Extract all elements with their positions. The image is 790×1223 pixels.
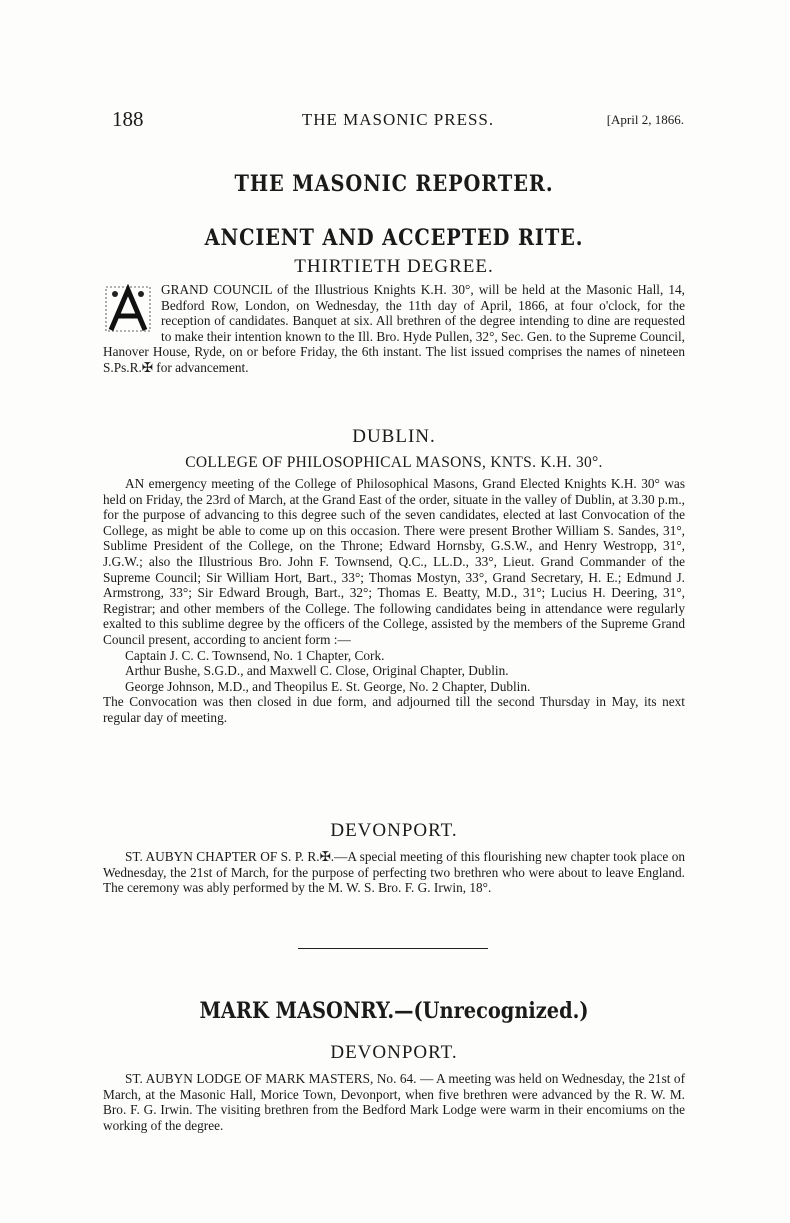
- grand-council-text: GRAND COUNCIL of the Illustrious Knights K.H. 30°, will be held at the Masonic Hall, 14, Bedford Row, London, on Wednesday, the 11th day of April, 1866, at four o'clock, for the reception of candidates. Banquet at six. All brethren of the degree intending to dine are requested to make their intention known to the Ill. Bro. Hyde Pullen, 32°, Sec. Gen. to the Supreme Council, Hanover House, Ryde, on or before Friday, the 6th instant. The list issued comprises the names of nineteen S.Ps.R.✠ for advancement.: [103, 282, 685, 375]
- ornamental-dropcap-icon: [103, 284, 153, 334]
- st-aubyn-chapter-text: ST. AUBYN CHAPTER OF S. P. R.✠.—A special meeting of this flourishing new chapter took place on Wednesday, the 21st of March, for the purpose of perfecting two brethren who were about to leave England. The ceremony was ably performed by the M. W. S. Bro. F. G. Irwin, 18°.: [103, 849, 685, 896]
- st-aubyn-lodge-text: ST. AUBYN LODGE OF MARK MASTERS, No. 64. — A meeting was held on Wednesday, the 21st of March, at the Masonic Hall, Morice Town, Devonport, when five brethren were advanced by the R. W. M. Bro. F. G. Irwin. The visiting brethren from the Bedford Mark Lodge were warm in their encomiums on the working of the degree.: [103, 1071, 685, 1133]
- page-number: 188: [112, 107, 144, 131]
- list-item: George Johnson, M.D., and Theopilus E. St. George, No. 2 Chapter, Dublin.: [125, 678, 531, 694]
- degree-heading: THIRTIETH DEGREE.: [294, 256, 494, 277]
- devonport-heading: DEVONPORT.: [330, 820, 458, 841]
- issue-date: [April 2, 1866.: [606, 112, 684, 127]
- reporter-title: THE MASONIC REPORTER.: [234, 171, 554, 197]
- dublin-report-text: AN emergency meeting of the College of Philosophical Masons, Grand Elected Knights K.H. 30° was held on Friday, the 23rd of March, at the Grand East of the order, situate in the valley of Dublin, at 3.30 p.m., for the purpose of advancing to this degree such of the seven candidates, elected at last Convocation of the College, as might be able to come up on this occasion. There were present Brother William S. Sandes, 31°, Sublime President of the College, on the Throne; Edward Hornsby, G.S.W., and Henry Westropp, 31°, J.G.W.; also the Illustrious Bro. John F. Townsend, Q.C., LL.D., 33°, Lieut. Grand Commander of the Supreme Council; Sir William Hort, Bart., 33°; Thomas Mostyn, 33°, Grand Secretary, H. E.; Edmund J. Armstrong, 33°; Sir Edward Brough, Bart., 32°; Thomas E. Beatty, M.D., 31°; Lucius H. Deering, 31°, Registrar; and other members of the College. The following candidates being in attendance were regularly exalted to this sublime degree by the officers of the College, assisted by the members of the Supreme Grand Council present, according to ancient form :—: [103, 476, 685, 647]
- list-item: Arthur Bushe, S.G.D., and Maxwell C. Close, Original Chapter, Dublin.: [125, 663, 509, 679]
- running-head: THE MASONIC PRESS.: [301, 110, 495, 129]
- st-aubyn-chapter-report: [103, 849, 685, 896]
- dublin-report: [103, 476, 685, 726]
- page-header: [112, 107, 684, 131]
- rite-subtitle: ANCIENT AND ACCEPTED RITE.: [204, 225, 584, 251]
- st-aubyn-lodge-report: [103, 1071, 685, 1133]
- grand-council-notice: [103, 282, 685, 376]
- candidate-list: [103, 648, 685, 695]
- section-divider: [298, 948, 488, 949]
- dublin-heading: DUBLIN.: [352, 426, 436, 447]
- mark-devonport-heading: DEVONPORT.: [330, 1042, 458, 1063]
- dublin-subheading: COLLEGE OF PHILOSOPHICAL MASONS, KNTS. K.H. 30°.: [185, 454, 603, 471]
- mark-masonry-title: MARK MASONRY.—(Unrecognized.): [199, 998, 589, 1024]
- dublin-closing-text: The Convocation was then closed in due form, and adjourned till the second Thursday in May, its next regular day of meeting.: [103, 694, 685, 725]
- list-item: Captain J. C. C. Townsend, No. 1 Chapter, Cork.: [125, 647, 385, 663]
